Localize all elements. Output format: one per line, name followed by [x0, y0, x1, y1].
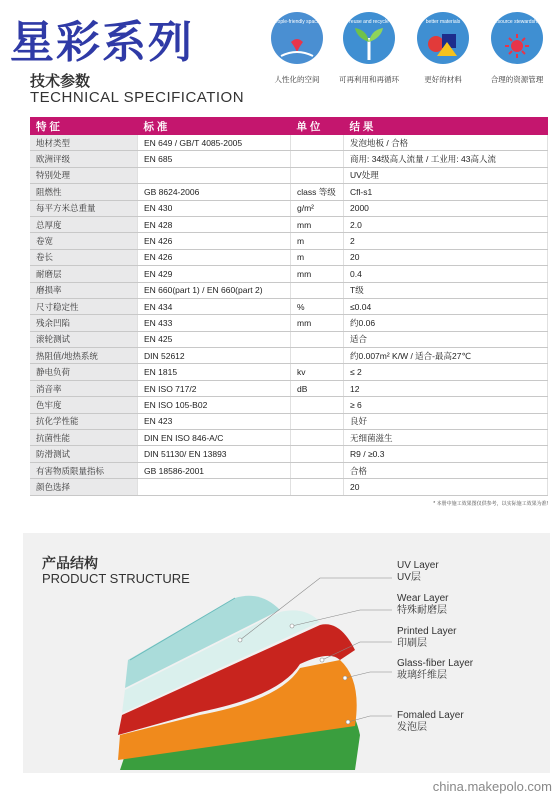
cell-feature: 颜色选择: [30, 479, 138, 495]
layer-printed-en: Printed Layer: [397, 626, 457, 637]
people-friendly-icon: people-friendly spaces 人性化的空间: [262, 12, 332, 85]
table-row: [30, 397, 548, 413]
cell-standard: EN 430: [138, 200, 291, 216]
cell-unit: [291, 479, 344, 495]
cell-standard: DIN EN ISO 846-A/C: [138, 430, 291, 446]
cell-unit: [291, 446, 344, 462]
cell-standard: GB 18586-2001: [138, 462, 291, 478]
table-row: [30, 446, 548, 462]
cell-result: ≤ 2: [344, 364, 548, 380]
cell-standard: EN 660(part 1) / EN 660(part 2): [138, 282, 291, 298]
cell-feature: 每平方米总重量: [30, 200, 138, 216]
cell-standard: EN 426: [138, 233, 291, 249]
cell-feature: 有害物质限量指标: [30, 462, 138, 478]
structure-title-cn: 产品结构: [42, 555, 98, 571]
cell-feature: 卷长: [30, 249, 138, 265]
series-title: 星彩系列: [10, 17, 194, 68]
layer-label-uv: [397, 560, 439, 584]
cell-unit: m: [291, 233, 344, 249]
cell-unit: [291, 331, 344, 347]
cell-unit: mm: [291, 266, 344, 282]
cell-result: 2.0: [344, 216, 548, 232]
table-row: [30, 331, 548, 347]
structure-panel: [23, 533, 550, 773]
cell-feature: 消音率: [30, 380, 138, 396]
cell-feature: 防滑测试: [30, 446, 138, 462]
cell-unit: [291, 397, 344, 413]
better-materials-icon: better materials 更好的材料: [408, 12, 478, 85]
cell-standard: EN ISO 717/2: [138, 380, 291, 396]
watermark: china.makepolo.com: [432, 779, 552, 794]
table-row: [30, 430, 548, 446]
cell-result: 合格: [344, 462, 548, 478]
cell-standard: EN 428: [138, 216, 291, 232]
cell-result: 0.4: [344, 266, 548, 282]
header-result: 结 果: [344, 117, 548, 135]
table-row: [30, 462, 548, 478]
cell-standard: EN 425: [138, 331, 291, 347]
cell-unit: g/m²: [291, 200, 344, 216]
reuse-recycle-icon: reuse and recycle 可再利用和再循环: [334, 12, 404, 85]
cell-standard: EN 433: [138, 315, 291, 331]
cell-feature: 磨损率: [30, 282, 138, 298]
cell-standard: DIN 51130/ EN 13893: [138, 446, 291, 462]
cell-feature: 残余凹陷: [30, 315, 138, 331]
cell-unit: [291, 135, 344, 151]
table-row: [30, 200, 548, 216]
table-row: [30, 151, 548, 167]
spec-table-body: [30, 135, 548, 495]
cell-unit: [291, 167, 344, 183]
cell-standard: EN 429: [138, 266, 291, 282]
spec-title-en: TECHNICAL SPECIFICATION: [30, 89, 245, 106]
table-row: [30, 380, 548, 396]
cell-unit: mm: [291, 216, 344, 232]
table-row: [30, 249, 548, 265]
layer-printed-cn: 印刷层: [397, 638, 427, 649]
cell-standard: EN 423: [138, 413, 291, 429]
header-feature: 特 征: [30, 117, 138, 135]
spec-title-cn: 技术参数: [30, 73, 91, 90]
table-row: [30, 282, 548, 298]
cell-unit: [291, 151, 344, 167]
cell-standard: EN 1815: [138, 364, 291, 380]
cell-unit: kv: [291, 364, 344, 380]
cell-feature: 总厚度: [30, 216, 138, 232]
table-row: [30, 298, 548, 314]
layer-uv-cn: UV层: [397, 572, 421, 583]
cell-standard: EN 426: [138, 249, 291, 265]
cell-standard: [138, 167, 291, 183]
cell-unit: class 等级: [291, 184, 344, 200]
cell-result: ≥ 6: [344, 397, 548, 413]
cell-feature: 耐磨层: [30, 266, 138, 282]
cell-result: 20: [344, 479, 548, 495]
cell-unit: [291, 430, 344, 446]
cell-feature: 特别处理: [30, 167, 138, 183]
cell-result: 20: [344, 249, 548, 265]
cell-feature: 抗菌性能: [30, 430, 138, 446]
cell-result: 适合: [344, 331, 548, 347]
footnote: * 本册中施工效果图仅供参考，以实际施工效果为准!: [433, 501, 548, 507]
cell-feature: 卷宽: [30, 233, 138, 249]
cell-unit: [291, 282, 344, 298]
table-header-row: [30, 117, 548, 135]
cell-standard: GB 8624-2006: [138, 184, 291, 200]
cell-feature: 欧洲评级: [30, 151, 138, 167]
cell-standard: EN ISO 105-B02: [138, 397, 291, 413]
cell-standard: EN 685: [138, 151, 291, 167]
cell-feature: 热阻值/地热系统: [30, 348, 138, 364]
cell-result: R9 / ≥0.3: [344, 446, 548, 462]
cell-standard: EN 434: [138, 298, 291, 314]
table-row: [30, 266, 548, 282]
cell-result: 发泡地板 / 合格: [344, 135, 548, 151]
table-row: [30, 413, 548, 429]
header-standard: 标 准: [138, 117, 291, 135]
cell-result: 良好: [344, 413, 548, 429]
cell-result: 约0.007m² K/W / 适合-最高27℃: [344, 348, 548, 364]
cell-feature: 色牢度: [30, 397, 138, 413]
layer-foam-en: Fomaled Layer: [397, 710, 464, 721]
layer-uv-en: UV Layer: [397, 560, 439, 571]
cell-result: 约0.06: [344, 315, 548, 331]
layer-label-printed: [397, 626, 456, 650]
eco-icons: [262, 12, 552, 92]
layer-label-wear: [397, 593, 449, 617]
cell-feature: 滚轮测试: [30, 331, 138, 347]
table-row: [30, 479, 548, 495]
cell-result: 2000: [344, 200, 548, 216]
table-row: [30, 135, 548, 151]
layer-wear-en: Wear Layer: [397, 593, 449, 604]
cell-unit: dB: [291, 380, 344, 396]
table-row: [30, 348, 548, 364]
cell-unit: [291, 413, 344, 429]
cell-result: 无细菌滋生: [344, 430, 548, 446]
table-row: [30, 216, 548, 232]
stewardship-icon: resource stewardship 合理的资源管理: [482, 12, 552, 85]
cell-unit: [291, 462, 344, 478]
table-row: [30, 167, 548, 183]
layer-label-glass: [397, 658, 473, 682]
table-row: [30, 364, 548, 380]
cell-result: 2: [344, 233, 548, 249]
cell-result: 12: [344, 380, 548, 396]
cell-standard: [138, 479, 291, 495]
table-row: [30, 315, 548, 331]
table-row: [30, 233, 548, 249]
header-unit: 单 位: [291, 117, 344, 135]
layer-glass-en: Glass-fiber Layer: [397, 658, 474, 669]
cell-unit: mm: [291, 315, 344, 331]
cell-result: UV处理: [344, 167, 548, 183]
cell-result: ≤0.04: [344, 298, 548, 314]
cell-result: T级: [344, 282, 548, 298]
layer-foam-cn: 发泡层: [397, 722, 427, 733]
cell-standard: DIN 52612: [138, 348, 291, 364]
layer-wear-cn: 特殊耐磨层: [397, 605, 447, 616]
cell-result: 商用: 34级高人流量 / 工业用: 43高人流: [344, 151, 548, 167]
layer-label-foam: [397, 710, 464, 734]
cell-feature: 尺寸稳定性: [30, 298, 138, 314]
structure-title-en: PRODUCT STRUCTURE: [42, 571, 190, 586]
cell-feature: 地材类型: [30, 135, 138, 151]
cell-unit: %: [291, 298, 344, 314]
cell-feature: 抗化学性能: [30, 413, 138, 429]
cell-feature: 阻燃性: [30, 184, 138, 200]
spec-table: [30, 117, 548, 496]
cell-result: Cfl-s1: [344, 184, 548, 200]
table-row: [30, 184, 548, 200]
cell-unit: [291, 348, 344, 364]
cell-standard: EN 649 / GB/T 4085-2005: [138, 135, 291, 151]
layer-glass-cn: 玻璃纤维层: [397, 670, 447, 681]
cell-feature: 静电负荷: [30, 364, 138, 380]
cell-unit: m: [291, 249, 344, 265]
